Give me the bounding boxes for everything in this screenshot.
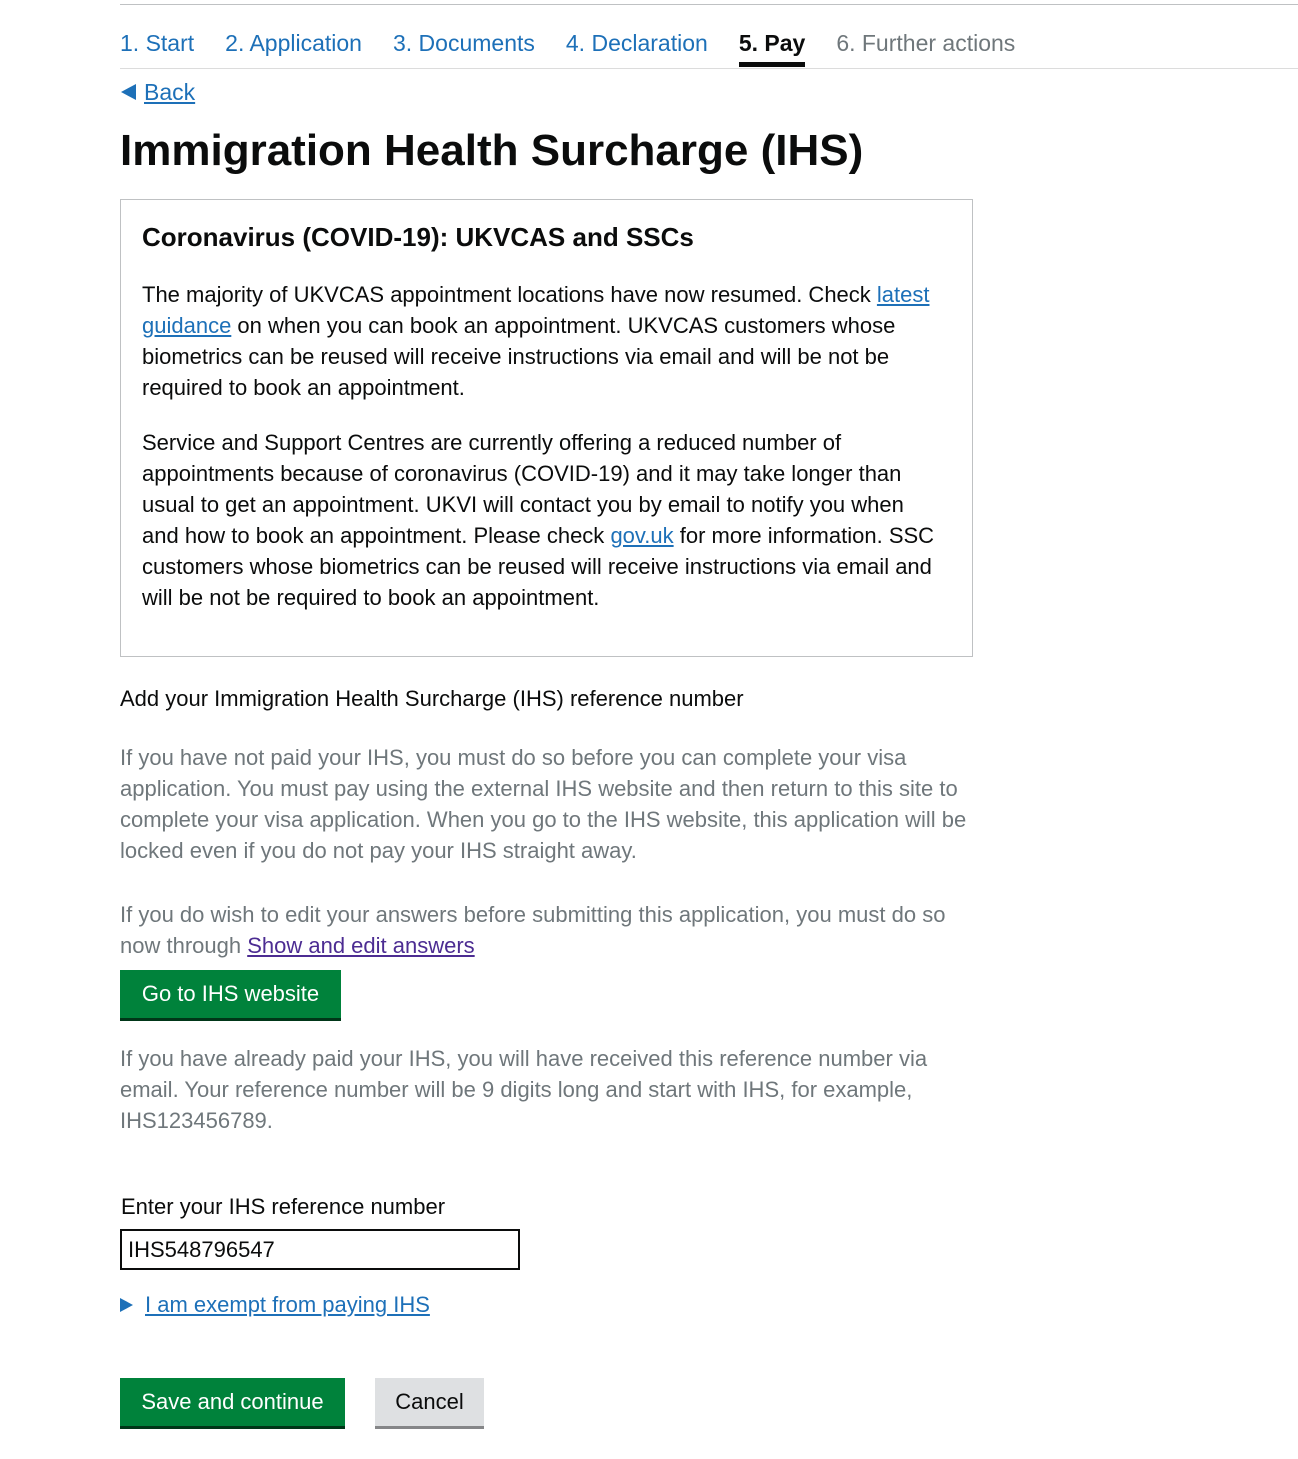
top-divider (120, 4, 1298, 5)
notice-p1-text-before: The majority of UKVCAS appointment locations have now resumed. Check (142, 282, 877, 307)
gov-uk-link[interactable]: gov.uk (610, 523, 674, 548)
back-link-container (121, 77, 195, 107)
save-and-continue-button[interactable]: Save and continue (120, 1378, 345, 1426)
ihs-reference-label: Enter your IHS reference number (121, 1194, 446, 1219)
notice-p2-text-before: Service and Support Centres are currently offering a reduced number of appointments because of coronavirus (COVID-19) and it may take longer than usual to get an appointment. UKVI will contact you by email to notify you when and how to book an appointment. Please check (142, 430, 904, 548)
notice-p1-text-after: on when you can book an appointment. UKVCAS customers whose biometrics can be reused will receive instructions via email and will be not be required to book an appointment. (142, 313, 896, 400)
notice-paragraph-ssc (142, 427, 942, 613)
ihs-not-paid-hint: If you have not paid your IHS, you must do so before you can complete your visa application. You must pay using the external IHS website and then return to this site to complete your visa application. When you go to the IHS website, this application will be locked even if you do not pay your IHS straight away. (120, 745, 967, 863)
back-link[interactable]: Back (144, 79, 196, 105)
edit-answers-hint (120, 899, 980, 961)
step-declaration[interactable]: 4. Declaration (565, 30, 708, 56)
notice-heading: Coronavirus (COVID-19): UKVCAS and SSCs (142, 222, 694, 252)
edit-answers-text: If you do wish to edit your answers before submitting this application, you must do so now through (120, 902, 946, 958)
exempt-disclosure[interactable] (120, 1290, 430, 1320)
step-pay-current: 5. Pay (739, 26, 806, 66)
ihs-already-paid-hint: If you have already paid your IHS, you will have received this reference number via email. Your reference number will be 9 digits long and start with IHS, for example, IHS123456789. (120, 1046, 928, 1133)
exempt-from-ihs-link[interactable]: I am exempt from paying IHS (145, 1292, 430, 1317)
step-documents[interactable]: 3. Documents (392, 30, 535, 56)
step-further-actions: 6. Further actions (836, 30, 1016, 56)
page-title: Immigration Health Surcharge (IHS) (120, 126, 864, 175)
covid-notice-panel (120, 199, 973, 657)
cancel-button[interactable]: Cancel (375, 1378, 484, 1426)
ihs-reference-input[interactable] (120, 1229, 520, 1270)
notice-p2-text-after: for more information. SSC customers whose biometrics can be reused will receive instructions via email and will be not be required to book an appointment. (142, 523, 935, 610)
go-to-ihs-website-button[interactable]: Go to IHS website (120, 970, 341, 1018)
ihs-section-label: Add your Immigration Health Surcharge (IHS) reference number (120, 686, 744, 711)
progress-steps (120, 26, 1298, 69)
step-application[interactable]: 2. Application (225, 30, 362, 56)
latest-guidance-link[interactable]: latest guidance (142, 282, 930, 338)
show-and-edit-answers-link[interactable]: Show and edit answers (247, 933, 475, 958)
notice-paragraph-ukvcas (142, 279, 942, 403)
disclosure-triangle-icon (120, 1298, 133, 1312)
step-start[interactable]: 1. Start (120, 30, 195, 56)
back-arrow-icon (121, 84, 136, 100)
